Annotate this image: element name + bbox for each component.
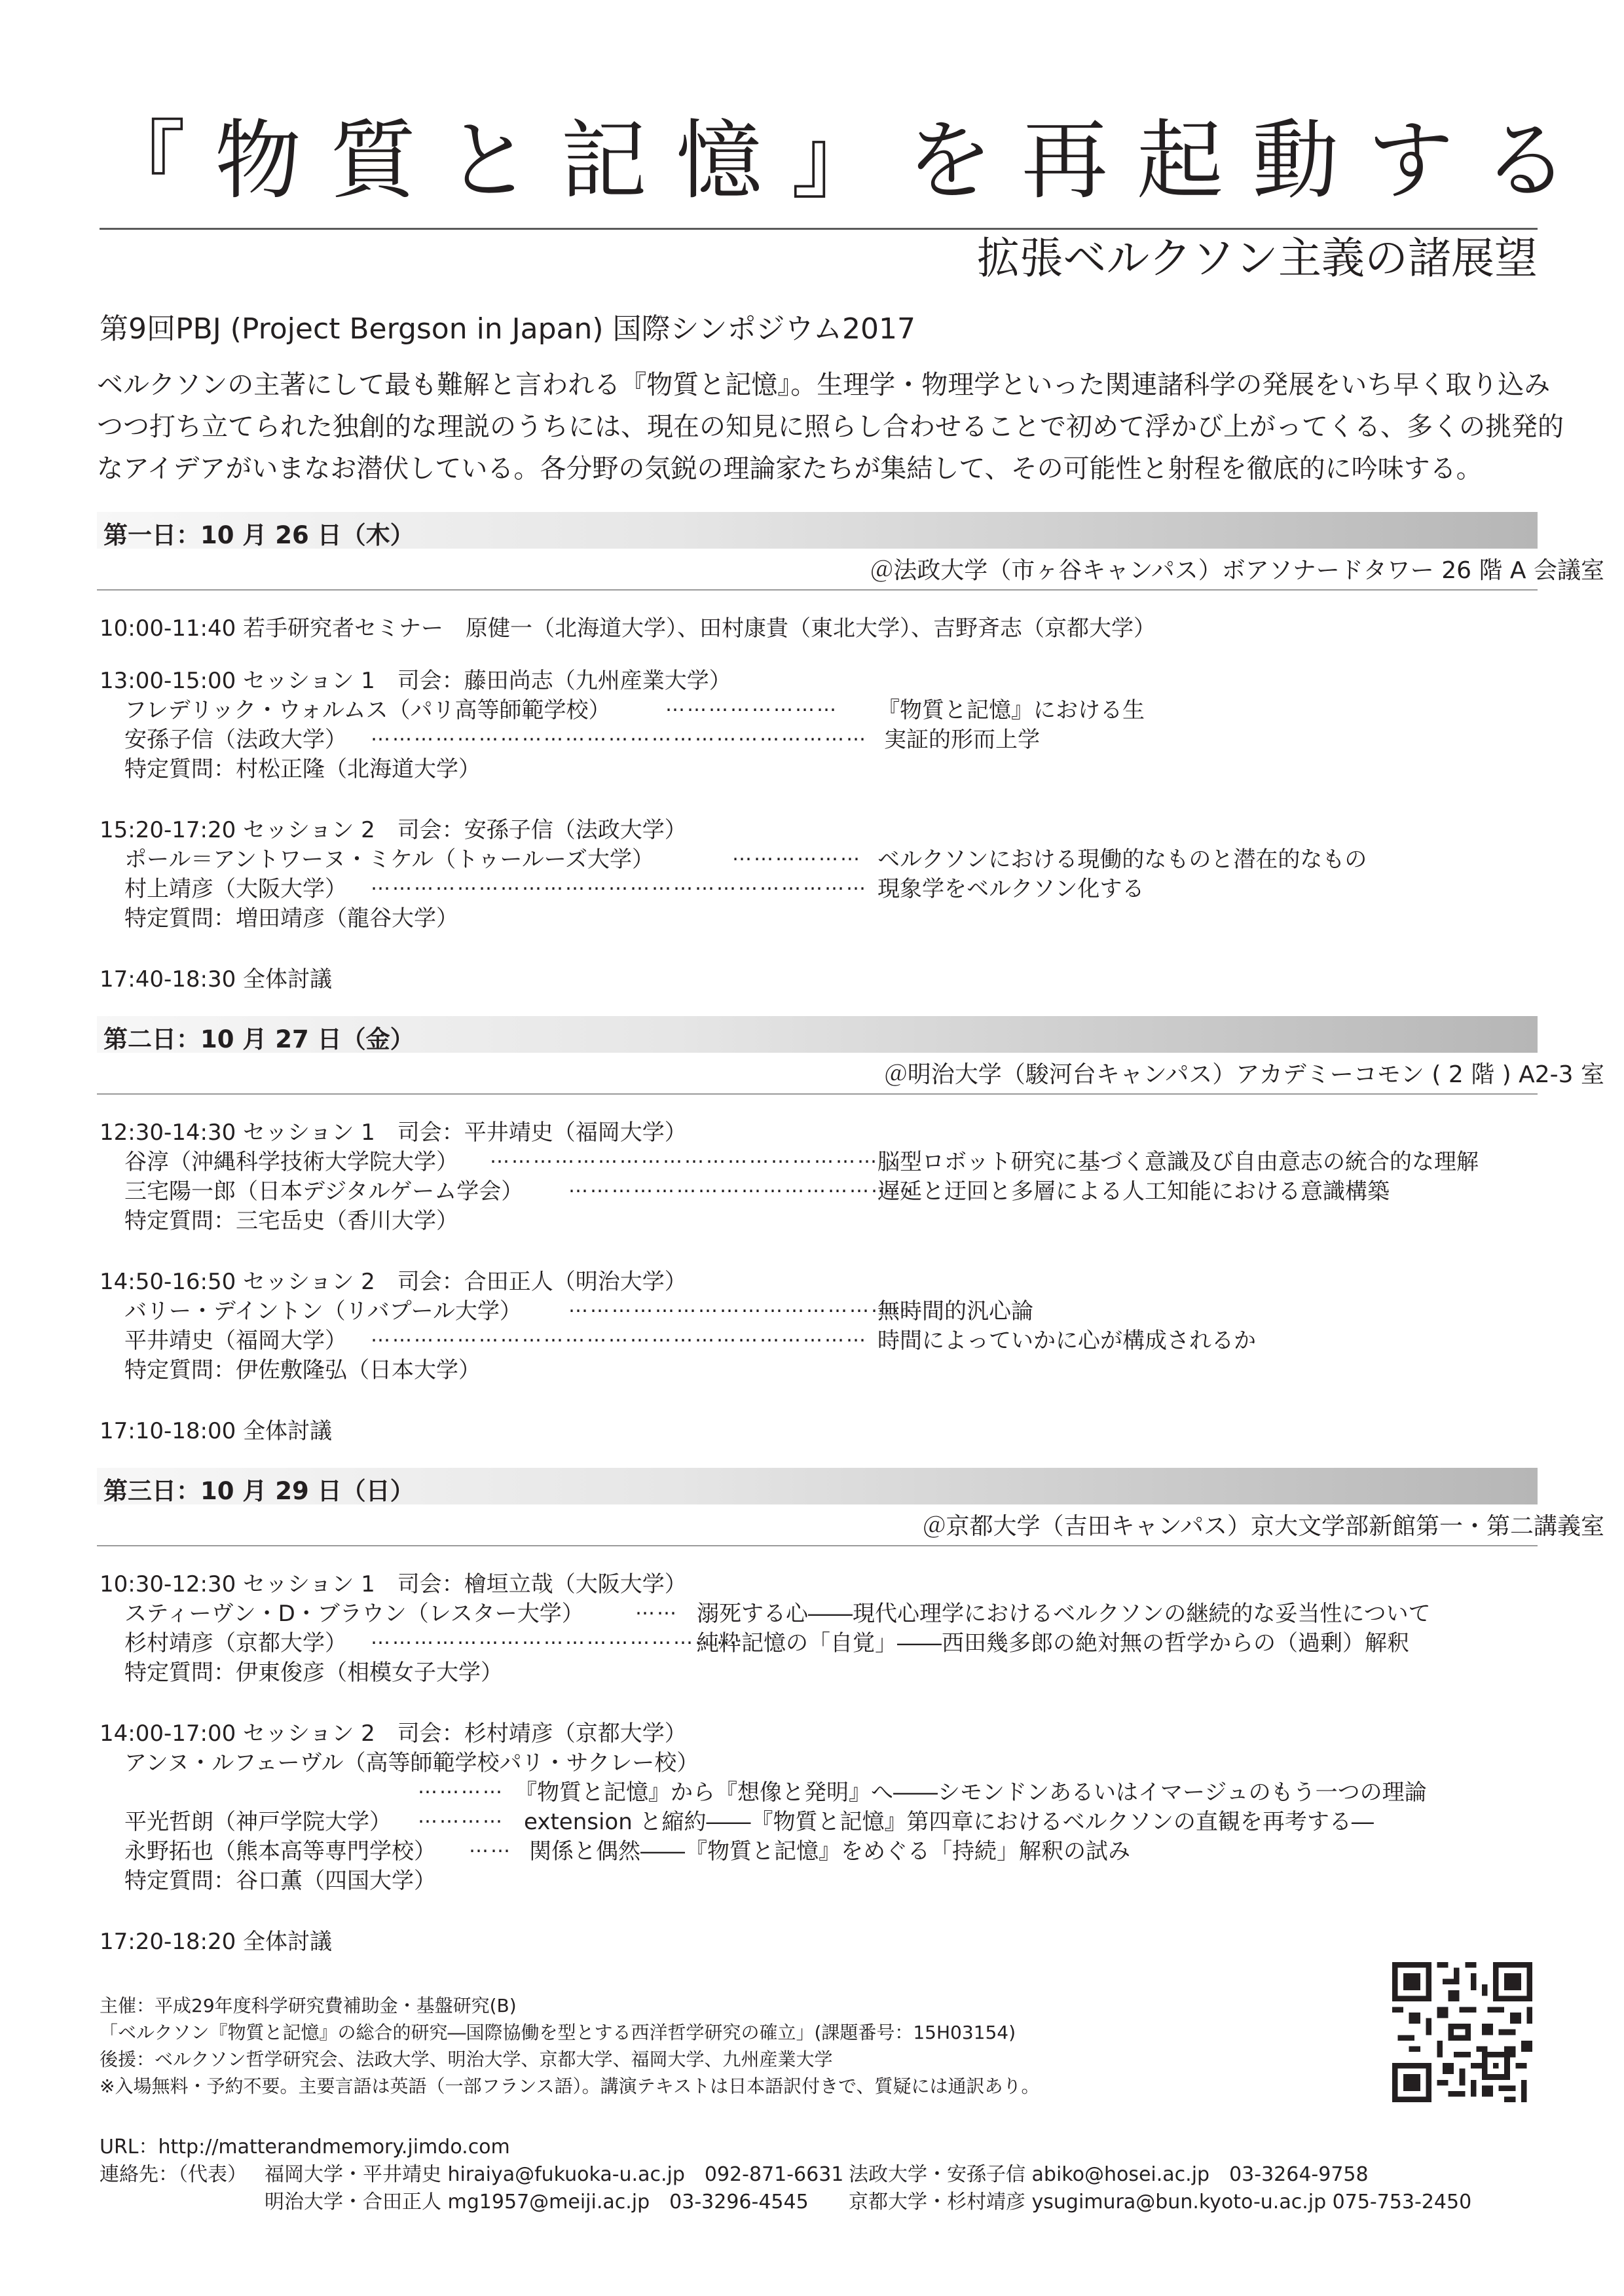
day1-title: 第一日：10 月 26 日（木） — [103, 521, 415, 549]
talk-title: 無時間的汎心論 — [877, 1298, 1033, 1324]
intro-line: つつ打ち立てられた独創的な理説のうちには、現在の知見に照らし合わせることで初めて浮かび上がってくる、多くの挑発的 — [97, 412, 1564, 442]
talk-title: 実証的形而上学 — [884, 727, 1040, 753]
contact-label: 連絡先：（代表） — [100, 2163, 247, 2186]
subtitle: 拡張ベルクソン主義の諸展望 — [976, 233, 1538, 283]
leader-dots: …………………………………………… — [371, 1626, 738, 1649]
day3-venue: ＠京都大学（吉田キャンパス）京大文学部新館第一・第二講義室 — [922, 1513, 1604, 1540]
talk-title: 『物質と記憶』における生 — [877, 697, 1145, 723]
discussant: 特定質問：村松正隆（北海道大学） — [124, 756, 481, 782]
day3-header-bar — [97, 1468, 1538, 1504]
leader-dots: ………………………………………… — [568, 1175, 914, 1197]
discussant: 特定質問：谷口薫（四国大学） — [124, 1868, 436, 1894]
discussant: 特定質問：伊佐敷隆弘（日本大学） — [124, 1357, 481, 1383]
leader-dots: …… — [635, 1597, 678, 1620]
talk-title: 溺死する心――現代心理学におけるベルクソンの継続的な妥当性について — [697, 1601, 1431, 1627]
speaker: 村上靖彦（大阪大学） — [124, 876, 347, 902]
leader-dots: ……………………………………………… — [490, 1145, 879, 1168]
day1-session1-header: 13:00-15:00 セッション 1 司会：藤田尚志（九州産業大学） — [100, 668, 731, 694]
leader-dots: ………………………………………… — [568, 1294, 914, 1317]
discussant: 特定質問：増田靖彦（龍谷大学） — [124, 905, 458, 932]
day3-session2-header: 14:00-17:00 セッション 2 司会：杉村靖彦（京都大学） — [100, 1721, 687, 1747]
qr-code[interactable] — [1392, 1962, 1532, 2102]
day1-venue: ＠法政大学（市ヶ谷キャンパス）ボアソナードタワー 26 階 A 会議室 — [870, 557, 1604, 584]
talk-title: 現象学をベルクソン化する — [877, 876, 1145, 902]
talk-title: extension と縮約――『物質と記憶』第四章におけるベルクソンの直観を再考する― — [524, 1809, 1374, 1835]
grant-line: 「ベルクソン『物質と記憶』の総合的研究―国際協働を型とする西洋哲学研究の確立」(課題番号：15H03154) — [100, 2022, 1016, 2043]
speaker: スティーヴン・D・ブラウン（レスター大学） — [124, 1601, 584, 1627]
day2-divider — [97, 1093, 1538, 1095]
intro-line: なアイデアがいまなお潜伏している。各分野の気鋭の理論家たちが集結して、その可能性と射程を徹底的に吟味する。 — [97, 454, 1483, 484]
talk-title: 純粋記憶の「自覚」――西田幾多郎の絶対無の哲学からの（過剰）解釈 — [697, 1630, 1409, 1656]
day3-divider — [97, 1545, 1538, 1546]
day2-session2-header: 14:50-16:50 セッション 2 司会：合田正人（明治大学） — [100, 1269, 687, 1295]
discussant: 特定質問：三宅岳史（香川大学） — [124, 1208, 458, 1234]
leader-dots: …… — [469, 1834, 512, 1857]
leader-dots: …………………………………………………………… — [371, 1324, 868, 1347]
speaker: アンヌ・ルフェーヴル（高等師範学校パリ・サクレー校） — [124, 1750, 699, 1776]
discussant: 特定質問：伊東俊彦（相模女子大学） — [124, 1660, 503, 1686]
speaker: フレデリック・ウォルムス（パリ高等師範学校） — [124, 697, 611, 723]
day1-plenary: 17:40-18:30 全体討議 — [100, 966, 333, 993]
contact-fukuoka: 福岡大学・平井靖史 hiraiya@fukuoka-u.ac.jp 092-871-6631 — [265, 2163, 844, 2186]
contact-meiji: 明治大学・合田正人 mg1957@meiji.ac.jp 03-3296-4545 — [265, 2191, 809, 2214]
leader-dots: ……………… — [732, 843, 862, 866]
day1-header-bar — [97, 512, 1538, 549]
talk-title: 『物質と記憶』から『想像と発明』へ――シモンドンあるいはイマージュのもう一つの理論 — [515, 1779, 1427, 1806]
leader-dots: …………………… — [665, 693, 838, 716]
day1-session2-header: 15:20-17:20 セッション 2 司会：安孫子信（法政大学） — [100, 817, 687, 843]
speaker: ポール＝アントワーヌ・ミケル（トゥールーズ大学） — [124, 847, 655, 873]
talk-title: 遅延と迂回と多層による人工知能における意識構築 — [877, 1178, 1390, 1205]
speaker: 平井靖史（福岡大学） — [124, 1328, 347, 1354]
leader-dots: …………………………………………………………… — [371, 872, 868, 895]
day1-divider — [97, 589, 1538, 591]
admission-note: ※入場無料・予約不要。主要言語は英語（一部フランス語）。講演テキストは日本語訳付きで、質疑には通訳あり。 — [100, 2075, 1040, 2097]
talk-title: ベルクソンにおける現働的なものと潜在的なもの — [877, 847, 1367, 873]
day2-header-bar — [97, 1016, 1538, 1053]
organizer-line: 主催：平成29年度科学研究費補助金・基盤研究(B) — [100, 1995, 517, 2016]
day2-title: 第二日：10 月 27 日（金） — [103, 1025, 415, 1053]
contact-hosei: 法政大学・安孫子信 abiko@hosei.ac.jp 03-3264-9758 — [849, 2163, 1369, 2186]
talk-title: 関係と偶然――『物質と記憶』をめぐる「持続」解釈の試み — [529, 1838, 1130, 1865]
speaker: バリー・デイントン（リバプール大学） — [124, 1298, 522, 1324]
title-divider — [100, 228, 1538, 230]
talk-title: 時間によっていかに心が構成されるか — [877, 1328, 1256, 1354]
day2-plenary: 17:10-18:00 全体討議 — [100, 1418, 333, 1444]
speaker: 安孫子信（法政大学） — [124, 727, 347, 753]
intro-line: ベルクソンの主著にして最も難解と言われる『物質と記憶』。生理学・物理学といった関連諸科学の発展をいち早く取り込み — [97, 370, 1551, 400]
speaker: 谷淳（沖縄科学技術大学院大学） — [124, 1149, 458, 1175]
contact-kyoto: 京都大学・杉村靖彦 ysugimura@bun.kyoto-u.ac.jp 075-753-2450 — [849, 2191, 1472, 2214]
leader-dots: ………… — [418, 1776, 504, 1798]
speaker: 永野拓也（熊本高等専門学校） — [124, 1838, 436, 1865]
event-name: 第9回PBJ (Project Bergson in Japan) 国際シンポジウム2017 — [100, 312, 915, 346]
day3-plenary: 17:20-18:20 全体討議 — [100, 1929, 333, 1955]
day3-session1-header: 10:30-12:30 セッション 1 司会：檜垣立哉（大阪大学） — [100, 1571, 687, 1597]
speaker: 杉村靖彦（京都大学） — [124, 1630, 347, 1656]
main-title: 『物質と記憶』を再起動する — [100, 111, 1598, 211]
day3-title: 第三日：10 月 29 日（日） — [103, 1477, 415, 1505]
leader-dots: …………………………………………………………… — [371, 723, 868, 746]
website-url[interactable]: URL：http://matterandmemory.jimdo.com — [100, 2136, 510, 2159]
talk-title: 脳型ロボット研究に基づく意識及び自由意志の統合的な理解 — [877, 1149, 1479, 1175]
day2-session1-header: 12:30-14:30 セッション 1 司会：平井靖史（福岡大学） — [100, 1120, 687, 1146]
day2-venue: ＠明治大学（駿河台キャンパス）アカデミーコモン ( 2 階 ) A2-3 室 — [883, 1061, 1604, 1088]
day1-seminar: 10:00-11:40 若手研究者セミナー 原健一（北海道大学）、田村康貴（東北大学）、吉野斉志（京都大学） — [100, 615, 1156, 642]
speaker: 平光哲朗（神戸学院大学） — [124, 1809, 392, 1835]
speaker: 三宅陽一郎（日本デジタルゲーム学会） — [124, 1178, 524, 1205]
sponsors-line: 後援：ベルクソン哲学研究会、法政大学、明治大学、京都大学、福岡大学、九州産業大学 — [100, 2049, 833, 2070]
leader-dots: ………… — [418, 1805, 504, 1828]
